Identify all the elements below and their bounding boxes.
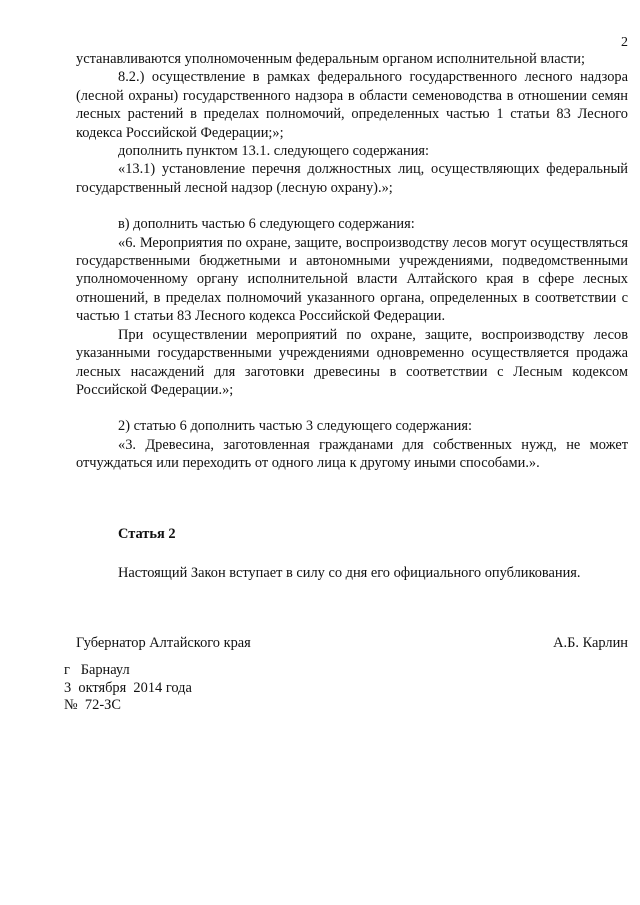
paragraph-part-6: «6. Мероприятия по охране, защите, воспроизводству лесов могут осуществляться государственными бюджетными и автономными учреждениями, подведомственными уполномоченному органу исполнительной власти Алтайского края в сфере лесных отношений, в пределах полномочий указанного органа, определенных в соответствии с частью 1 статьи 83 Лесного кодекса Российской Федерации.: [76, 234, 628, 325]
footer-date: 3 октября 2014 года: [64, 679, 192, 696]
signature-block: [76, 634, 628, 652]
article-heading: Статья 2: [118, 526, 176, 542]
paragraph-8-2: 8.2.) осуществление в рамках федерального государственного лесного надзора (лесной охраны) государственного надзора в области семеноводства в отношении семян лесных растений в пределах полномочий, определенных частью 1 статьи 83 Лесного кодекса Российской Федерации;»;: [76, 69, 628, 141]
paragraph-part-6-continued: При осуществлении мероприятий по охране, защите, воспроизводству лесов указанными государственными учреждениями одновременно осуществляется продажа лесных насаждений для заготовки древесины в соответствии с Лесным кодексом Российской Федерации.»;: [76, 326, 628, 398]
paragraph-add-13-1: дополнить пунктом 13.1. следующего содержания:: [118, 143, 430, 160]
signature-title: Губернатор Алтайского края: [76, 635, 251, 651]
paragraph-continuation: устанавливаются уполномоченным федеральным органом исполнительной власти;: [76, 51, 585, 67]
footer-number: № 72-ЗС: [64, 697, 121, 713]
paragraph-article-6-part-3: 2) статью 6 дополнить частью 3 следующего содержания:: [118, 418, 472, 435]
paragraph-gap: [76, 197, 628, 215]
document-body: [76, 50, 628, 473]
document-footer: [64, 662, 192, 715]
paragraph-gap: [76, 399, 628, 417]
paragraph-v-add-part-6: в) дополнить частью 6 следующего содержания:: [118, 216, 415, 233]
signature-name: А.Б. Карлин: [553, 635, 628, 651]
paragraph-13-1: «13.1) установление перечня должностных лиц, осуществляющих федеральный государственный лесной надзор (лесную охрану).»;: [76, 161, 628, 196]
paragraph-part-3: «3. Древесина, заготовленная гражданами для собственных нужд, не может отчуждаться или переходить от одного лица к другому иными способами.».: [76, 436, 628, 472]
page-number: 2: [621, 35, 628, 50]
article-text: Настоящий Закон вступает в силу со дня его официального опубликования.: [118, 565, 581, 581]
footer-city: г Барнаул: [64, 662, 130, 678]
